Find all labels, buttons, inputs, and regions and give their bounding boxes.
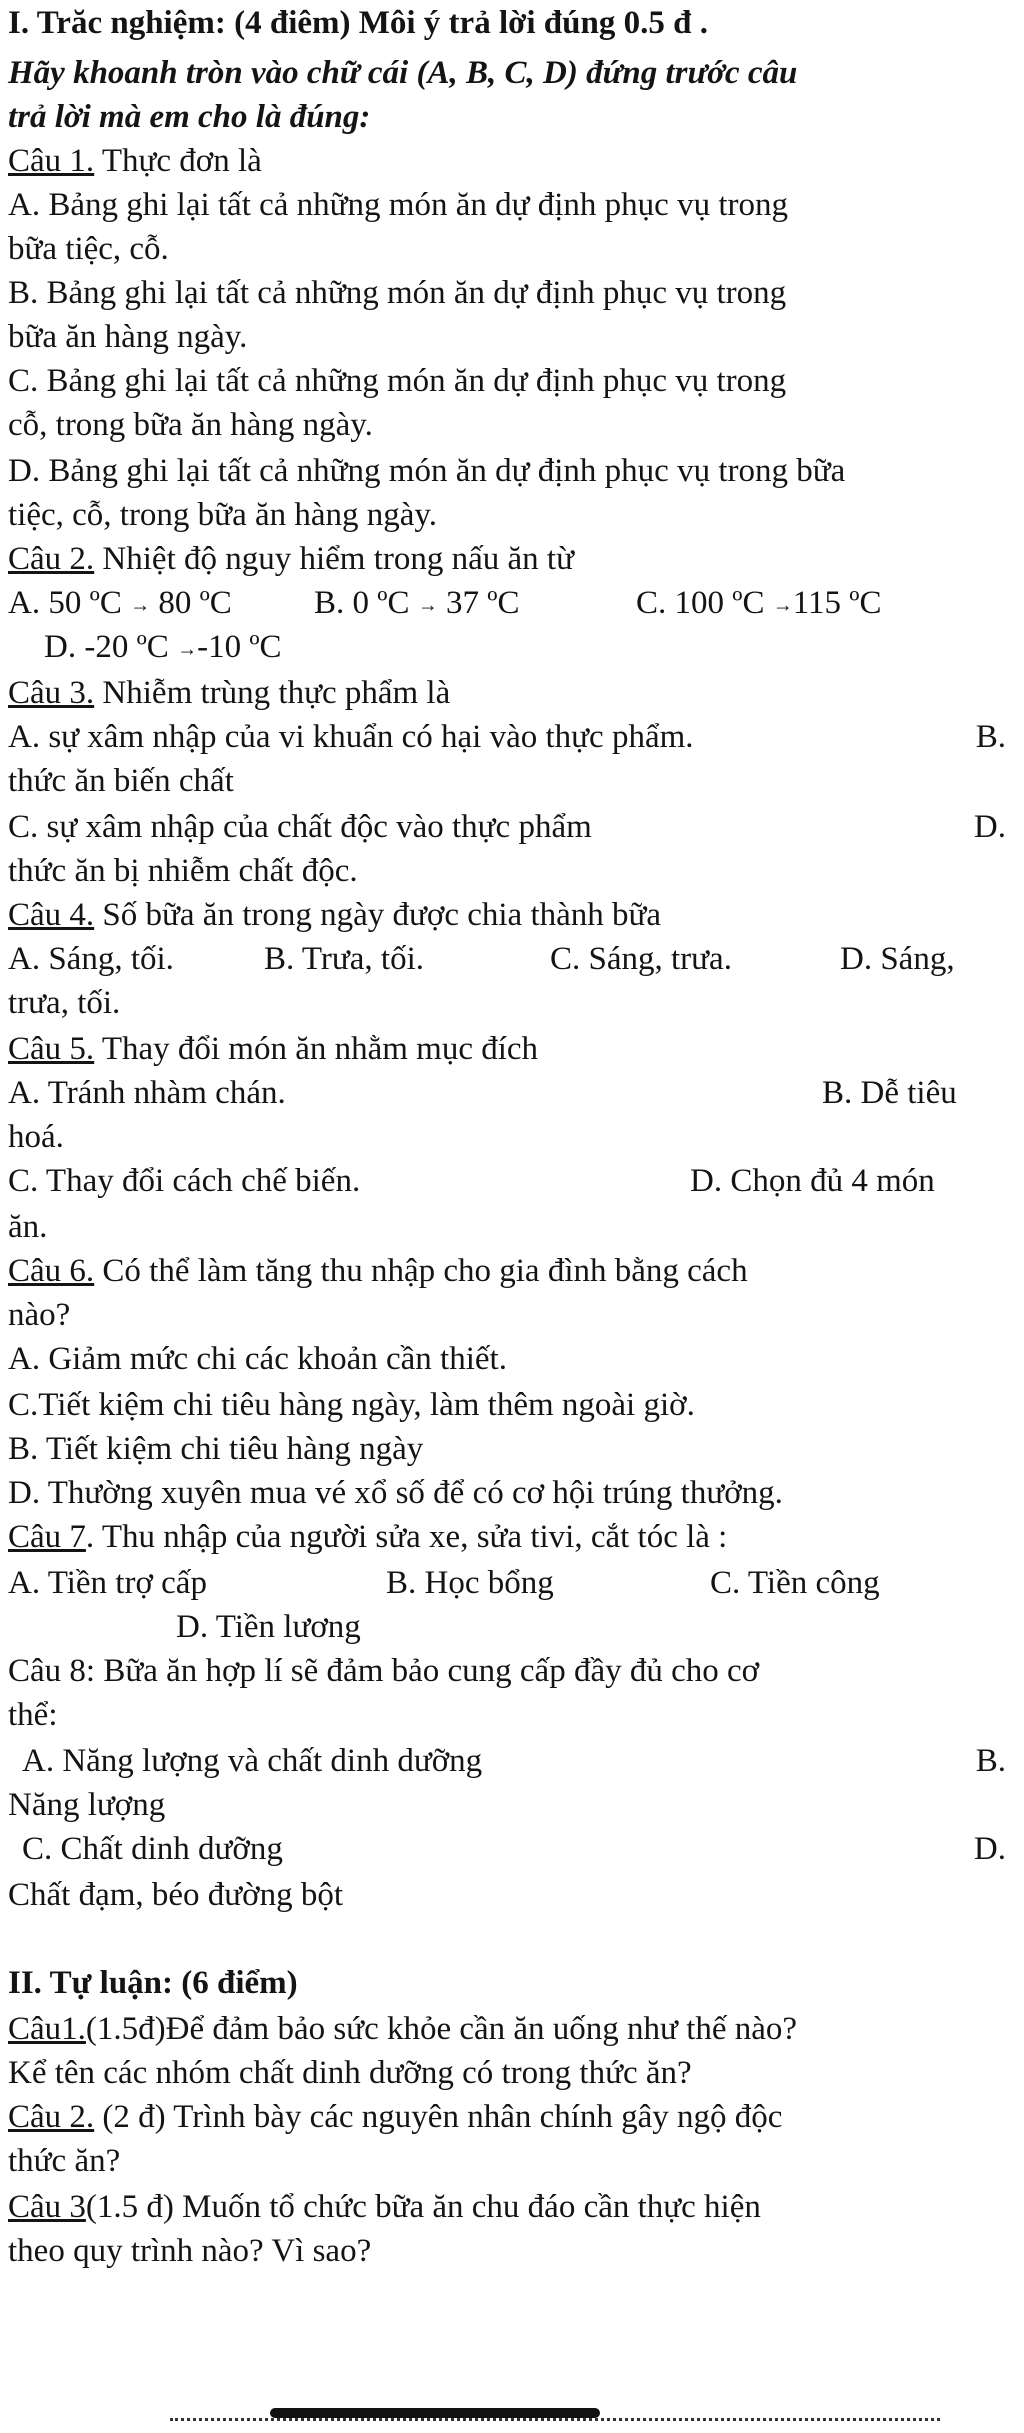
q6-stem-line2: nào? (8, 1297, 71, 1333)
q8-option-b-label: B. (975, 1743, 1006, 1779)
q5-text: Thay đổi món ăn nhằm mục đích (94, 1031, 539, 1067)
q1-option-a-line1: A. Bảng ghi lại tất cả những món ăn dự định phục vụ trong (8, 187, 788, 223)
arrow-icon: → (772, 594, 793, 617)
q1-option-b-line1: B. Bảng ghi lại tất cả những món ăn dự định phục vụ trong (8, 275, 787, 311)
essay-q1-number: Câu1. (8, 2011, 86, 2047)
q3-row-cd (8, 806, 1014, 848)
q7-option-b: B. Học bổng (386, 1565, 554, 1601)
q5-stem (8, 1028, 1014, 1070)
q1-option-a-line2: bữa tiệc, cỗ. (8, 231, 169, 267)
q3-number: Câu 3. (8, 675, 95, 711)
q8-row-cd (22, 1828, 1014, 1870)
q5-option-b: B. Dễ tiêu (822, 1075, 957, 1111)
part1-instruction-line1: Hãy khoanh tròn vào chữ cái (A, B, C, D) đứng trước câu (8, 55, 798, 91)
q5-option-d-text: ăn. (8, 1209, 48, 1245)
q6-number: Câu 6. (8, 1253, 95, 1289)
q8-option-d-text: Chất đạm, béo đường bột (8, 1877, 344, 1913)
essay-q2 (8, 2096, 1014, 2138)
q1-option-b-line2: bữa ăn hàng ngày. (8, 319, 248, 355)
q6-text: Có thể làm tăng thu nhập cho gia đình bằng cách (94, 1253, 748, 1289)
q5-number: Câu 5. (8, 1031, 95, 1067)
q2-option-c: C. 100 ºC →115 ºC (636, 585, 882, 621)
q4-option-d: D. Sáng, (840, 941, 955, 977)
q1-option-c-line2: cỗ, trong bữa ăn hàng ngày. (8, 407, 373, 443)
essay-q2-text: (2 đ) Trình bày các nguyên nhân chính gây ngộ độc (94, 2099, 783, 2135)
q8-row-ab (22, 1740, 1014, 1782)
essay-q1-line2: Kể tên các nhóm chất dinh dưỡng có trong thức ăn? (8, 2055, 692, 2091)
q7-option-a: A. Tiền trợ cấp (8, 1565, 207, 1601)
q4-stem (8, 894, 1014, 936)
q1-option-d-line2: tiệc, cỗ, trong bữa ăn hàng ngày. (8, 497, 438, 533)
essay-q3-number: Câu 3 (8, 2189, 86, 2225)
essay-q3-line2: theo quy trình nào? Vì sao? (8, 2233, 372, 2269)
q8-stem-line2: thể: (8, 1697, 58, 1733)
part1-title: I. Trăc nghiệm: (4 điêm) Môi ý trả lời đúng 0.5 đ . (8, 5, 708, 41)
essay-q1-text: (1.5đ)Để đảm bảo sức khỏe cần ăn uống như thế nào? (85, 2011, 798, 2047)
q7-text: . Thu nhập của người sửa xe, sửa tivi, cắt tóc là : (85, 1519, 728, 1555)
scroll-indicator-bar (270, 2408, 600, 2418)
q8-option-d-label: D. (973, 1831, 1006, 1867)
q1-number: Câu 1. (8, 143, 95, 179)
q5-option-c: C. Thay đổi cách chế biến. (8, 1163, 361, 1199)
q6-option-b: B. Tiết kiệm chi tiêu hàng ngày (8, 1431, 424, 1467)
q8-option-c: C. Chất dinh dưỡng (22, 1831, 283, 1867)
q1-option-c-line1: C. Bảng ghi lại tất cả những món ăn dự định phục vụ trong (8, 363, 787, 399)
q8-option-b-text: Năng lượng (8, 1787, 166, 1823)
q8-option-a: A. Năng lượng và chất dinh dưỡng (22, 1743, 483, 1779)
essay-q3-text: (1.5 đ) Muốn tổ chức bữa ăn chu đáo cần thực hiện (85, 2189, 761, 2225)
q6-stem (8, 1250, 1014, 1292)
essay-q2-number: Câu 2. (8, 2099, 95, 2135)
arrow-icon: → (130, 594, 151, 617)
q6-option-d: D. Thường xuyên mua vé xổ số để có cơ hội trúng thưởng. (8, 1475, 783, 1511)
q7-option-d: D. Tiền lương (176, 1609, 361, 1645)
q2-option-a: A. 50 ºC → 80 ºC (8, 585, 232, 621)
q3-option-b-text: thức ăn biến chất (8, 763, 234, 799)
q3-stem (8, 672, 1014, 714)
q7-stem (8, 1516, 1014, 1558)
q1-stem (8, 140, 1014, 182)
q5-option-d: D. Chọn đủ 4 món (690, 1163, 935, 1199)
q2-option-d: D. -20 ºC →-10 ºC (44, 629, 282, 665)
q4-number: Câu 4. (8, 897, 95, 933)
q7-number: Câu 7 (8, 1519, 86, 1555)
dotted-answer-line (170, 2418, 940, 2425)
q8-stem: Câu 8: Bữa ăn hợp lí sẽ đảm bảo cung cấp đầy đủ cho cơ (8, 1653, 760, 1689)
essay-q1 (8, 2008, 1014, 2050)
arrow-icon: → (177, 638, 198, 661)
q3-option-a: A. sự xâm nhập của vi khuẩn có hại vào thực phẩm. (8, 719, 694, 755)
q3-text: Nhiễm trùng thực phẩm là (94, 675, 451, 711)
q2-number: Câu 2. (8, 541, 95, 577)
q3-option-b-label: B. (975, 719, 1006, 755)
q2-text: Nhiệt độ nguy hiểm trong nấu ăn từ (94, 541, 574, 577)
arrow-icon: → (417, 594, 438, 617)
q6-option-c: C.Tiết kiệm chi tiêu hàng ngày, làm thêm ngoài giờ. (8, 1387, 695, 1423)
q4-option-b: B. Trưa, tối. (264, 941, 425, 977)
q3-row-ab (8, 716, 1014, 758)
q4-option-a: A. Sáng, tối. (8, 941, 174, 977)
q5-option-b-text: hoá. (8, 1119, 64, 1155)
q4-option-d-text: trưa, tối. (8, 985, 121, 1021)
q1-text: Thực đơn là (94, 143, 262, 179)
q1-option-d-line1: D. Bảng ghi lại tất cả những món ăn dự định phục vụ trong bữa (8, 453, 846, 489)
q4-option-c: C. Sáng, trưa. (550, 941, 732, 977)
q3-option-d-text: thức ăn bị nhiễm chất độc. (8, 853, 358, 889)
part2-title: II. Tự luận: (6 điểm) (8, 1965, 298, 2001)
q4-text: Số bữa ăn trong ngày được chia thành bữa (94, 897, 662, 933)
q2-option-b: B. 0 ºC → 37 ºC (314, 585, 520, 621)
q6-option-a: A. Giảm mức chi các khoản cần thiết. (8, 1341, 507, 1377)
q5-option-a: A. Tránh nhàm chán. (8, 1075, 286, 1111)
essay-q2-line2: thức ăn? (8, 2143, 121, 2179)
q2-stem (8, 538, 1014, 580)
q3-option-c: C. sự xâm nhập của chất độc vào thực phẩm (8, 809, 592, 845)
essay-q3 (8, 2186, 1014, 2228)
q3-option-d-label: D. (973, 809, 1006, 845)
part1-instruction-line2: trả lời mà em cho là đúng: (8, 99, 371, 135)
q7-option-c: C. Tiền công (710, 1565, 880, 1601)
